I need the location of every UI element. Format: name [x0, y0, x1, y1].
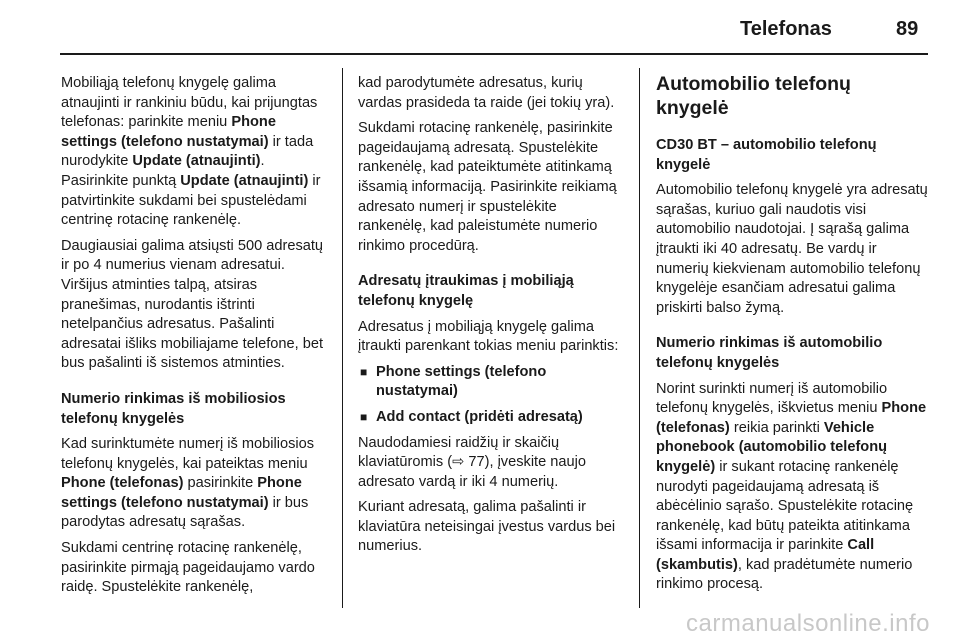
watermark: carmanualsonline.info [686, 610, 930, 637]
paragraph-add-intro: Adresatus į mobiliąją knygelę galima įtraukti parenkant tokias meniu parinktis: [358, 318, 619, 355]
menu-term: Phone settings (telefono nustatymai) [61, 475, 302, 511]
page-reference-icon: ⇨ [452, 454, 465, 471]
paragraph-keyboard: Naudodamiesi raidžių ir skaičių klaviatūromis (⇨ 77), įveskite naujo adresato vardą ir iki 4 numerių. [358, 434, 586, 490]
menu-term: Call (skambutis) [656, 537, 875, 573]
menu-term: Phone settings (telefono nustatymai) [61, 114, 276, 150]
page-number: 89 [896, 18, 919, 40]
paragraph-show-contacts: kad parodytumėte adresatus, kurių vardas prasideda ta raide (jei tokių yra). [358, 75, 615, 111]
paragraph-dial-mobile: Kad surinktumėte numerį iš mobiliosios telefonų knygelės, kai pateiktas meniu Phone (telefonas) pasirinkite Phone settings (telefono nustatymai) ir bus parodytas adresatų sąrašas. [61, 436, 315, 531]
subsection-heading: CD30 BT – automobilio telefonų knygelė [656, 137, 877, 173]
section-title: Automobilio telefonų knygelė [656, 73, 851, 119]
paragraph-select-contact: Sukdami rotacinę rankenėlę, pasirinkite pageidaujamą adresatą. Spustelėkite rankenėlę, kad pateiktumėte atitinkamą išsamią informaciją. Pasirinkite reikiamą adresato numerį ir spustelėkite rankenėlę, kad paleistumėte numerio rinkimo procedūrą. [358, 120, 617, 254]
bullet-icon: ■ [360, 409, 368, 424]
page-header [0, 0, 960, 56]
subsection-heading: Numerio rinkimas iš automobilio telefonų knygelės [656, 335, 883, 371]
column-divider [639, 68, 640, 608]
menu-term: Update (atnaujinti) [180, 172, 309, 189]
bullet-icon: ■ [360, 364, 368, 379]
column-right [656, 72, 928, 601]
paragraph-select-letter: Sukdami centrinę rotacinę rankenėlę, pasirinkite pirmąją pageidaujamo vardo raidę. Spustelėkite rankenėlę, [61, 540, 315, 596]
paragraph-update-phonebook: Mobiliąją telefonų knygelę galima atnaujinti ir rankiniu būdu, kai prijungtas telefonas: parinkite meniu Phone settings (telefono nustatymai) ir tada nurodykite Update (atnaujinti). Pasirinkite punktą Update (atnaujinti) ir patvirtinkite sukdami bei spustelėdami centrinę rotacinę rankenėlę. [61, 75, 321, 229]
section-heading: Adresatų įtraukimas į mobiliąją telefonų knygelę [358, 273, 574, 309]
paragraph-contact-limit: Daugiausiai galima atsiųsti 500 adresatų ir po 4 numerius vienam adresatui. Viršijus atminties talpą, atsiras pranešimas, nurodantis ištrinti netelpančius adresatus. Pašalinti adresatai išliks mobiliajame telefone, bet bus pašalinti iš sistemos atminties. [61, 237, 324, 372]
paragraph-dial-vehicle: Norint surinkti numerį iš automobilio telefonų knygelės, iškvietus meniu Phone (telefonas) reikia parinkti Vehicle phonebook (automobilio telefonų knygelė) ir sukant rotacinę rankenėlę nurodyti pageidaujamą adresatą iš abėcėlinio sąrašo. Spustelėkite rotacinę rankenėlę, kad būtų pateikta atitinkama išsami informacija ir parinkite Call (skambutis), kad pradėtumėte numerio rinkimo procesą. [656, 380, 927, 593]
column-divider [342, 68, 343, 608]
menu-term: Vehicle phonebook (automobilio telefonų knygelė) [656, 419, 888, 475]
menu-term: Phone (telefonas) [656, 400, 927, 436]
page-title: Telefonas [740, 18, 832, 40]
list-item: ■ Add contact (pridėti adresatą) [358, 408, 628, 428]
list-item: ■ Phone settings (telefono nustatymai) [360, 363, 547, 400]
menu-term: Update (atnaujinti) [132, 153, 261, 170]
paragraph-delete-entries: Kuriant adresatą, galima pašalinti ir klaviatūra neteisingai įvestus vardus bei numerius. [358, 499, 616, 555]
column-left [61, 74, 329, 604]
header-rule [60, 53, 928, 55]
paragraph-vehicle-phonebook: Automobilio telefonų knygelė yra adresatų sąrašas, kuriuo gali naudotis visi automobilio naudotojai. Į sąrašą galima įtraukti iki 40 adresatų. Be vardų ir numerių kiekvienam automobilio telefonų knygelėje esančiam adresatui galima priskirti balso žymą. [656, 182, 928, 316]
section-heading: Numerio rinkimas iš mobiliosios telefonų knygelės [61, 390, 286, 427]
menu-path-list [358, 363, 628, 428]
menu-term: Phone (telefonas) [61, 475, 184, 492]
column-middle [358, 74, 628, 563]
